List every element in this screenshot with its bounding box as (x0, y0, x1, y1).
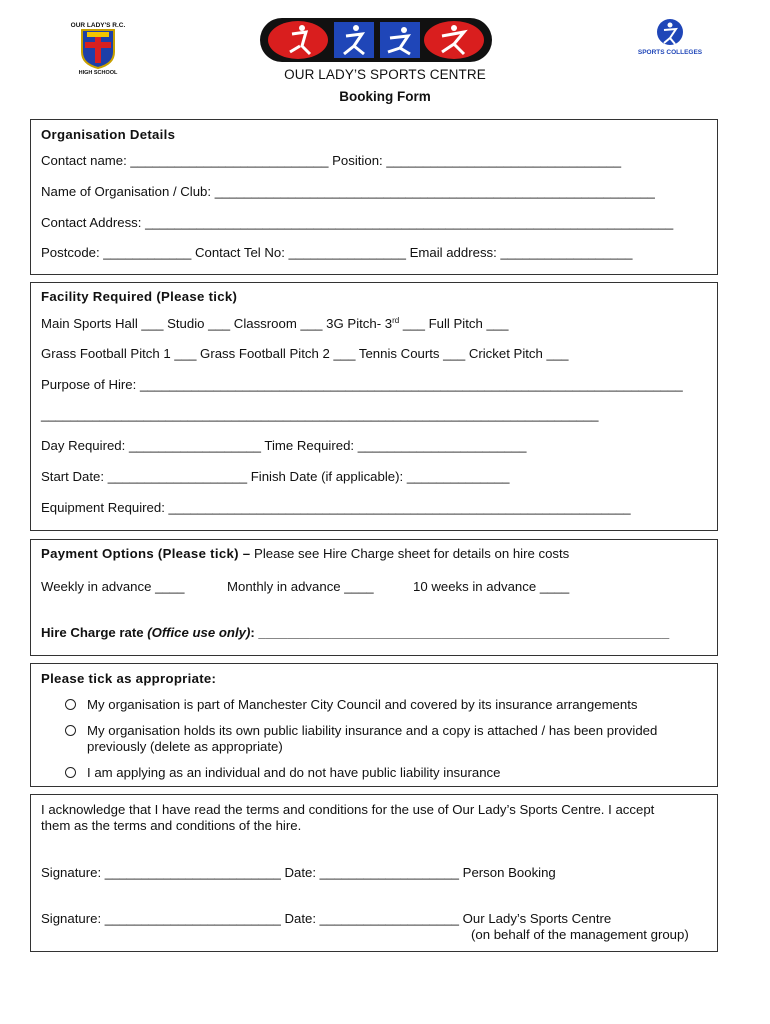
centre-signature-field[interactable]: Signature: ________________________ Date: ___________________ Our Lady’s Sports Centre (41, 911, 612, 926)
weekly-option[interactable]: Weekly in advance ____ (41, 579, 185, 594)
insurance-option-1-radio[interactable] (65, 699, 76, 710)
facility-heading: Facility Required (Please tick) (41, 289, 238, 304)
form-title: Booking Form (339, 89, 431, 104)
facility-row-1[interactable] (41, 316, 508, 331)
facility-section (30, 282, 718, 531)
payment-note: Please see Hire Charge sheet for details on hire costs (250, 546, 570, 561)
payment-section (30, 539, 718, 656)
payment-heading: Payment Options (Please tick) – (41, 546, 251, 561)
hire-charge-line: : ________________________________________________________ (250, 625, 670, 640)
payment-heading-line (41, 546, 569, 561)
insurance-option-2-radio[interactable] (65, 725, 76, 736)
insurance-option-3-radio[interactable] (65, 767, 76, 778)
insurance-option-1-label: My organisation is part of Manchester City Council and covered by its insurance arrangements (87, 697, 638, 712)
person-booking-signature-field[interactable]: Signature: ________________________ Date: ___________________ Person Booking (41, 865, 556, 880)
insurance-option-3-label: I am applying as an individual and do not have public liability insurance (87, 765, 501, 780)
insurance-option-2-label-cont: previously (delete as appropriate) (87, 739, 283, 754)
acknowledgement-section (30, 794, 718, 952)
purpose-continuation-field[interactable]: ____________________________________________________________________________ (41, 407, 599, 422)
centre-title: OUR LADY’S SPORTS CENTRE (284, 67, 486, 82)
sports-centre-banner-logo (258, 16, 494, 64)
equipment-field[interactable]: Equipment Required: _______________________________________________________________ (41, 500, 631, 515)
facility-row-1-sup: rd (392, 316, 400, 325)
acknowledge-text-1: I acknowledge that I have read the terms and conditions for the use of Our Lady’s Sports Centre. I accept (41, 802, 655, 817)
facility-row-1-tail: ___ Full Pitch ___ (399, 316, 509, 331)
sports-colleges-text: SPORTS COLLEGES (637, 49, 703, 56)
insurance-option-2-label: My organisation holds its own public liability insurance and a copy is attached / has been provided (87, 723, 658, 738)
hire-charge-rate-field[interactable] (41, 625, 669, 640)
sports-colleges-logo (637, 16, 703, 68)
organisation-details-section (30, 119, 718, 275)
postcode-tel-email-field[interactable]: Postcode: ____________ Contact Tel No: ________________ Email address: __________________ (41, 245, 633, 260)
hire-charge-label: Hire Charge rate (41, 625, 148, 640)
school-logo-bottom-text: HIGH SCHOOL (78, 70, 118, 76)
contact-address-field[interactable]: Contact Address: ________________________________________________________________________ (41, 215, 674, 230)
management-group-note: (on behalf of the management group) (471, 927, 689, 942)
acknowledge-text-2: them as the terms and conditions of the hire. (41, 818, 302, 833)
office-use-label: (Office use only) (147, 625, 251, 640)
facility-row-1-text: Main Sports Hall ___ Studio ___ Classroom ___ 3G Pitch- 3 (41, 316, 393, 331)
facility-row-2[interactable]: Grass Football Pitch 1 ___ Grass Football Pitch 2 ___ Tennis Courts ___ Cricket Pitch ___ (41, 346, 569, 361)
school-logo-top-text: OUR LADY'S R.C. (70, 22, 126, 29)
monthly-option[interactable]: Monthly in advance ____ (227, 579, 374, 594)
organisation-name-field[interactable]: Name of Organisation / Club: ____________________________________________________________ (41, 184, 655, 199)
start-finish-date-field[interactable]: Start Date: ___________________ Finish Date (if applicable): ______________ (41, 469, 510, 484)
organisation-heading: Organisation Details (41, 127, 176, 142)
purpose-field[interactable]: Purpose of Hire: __________________________________________________________________________ (41, 377, 683, 392)
ten-weeks-option[interactable]: 10 weeks in advance ____ (413, 579, 570, 594)
insurance-section (30, 663, 718, 787)
day-time-field[interactable]: Day Required: __________________ Time Required: _______________________ (41, 438, 527, 453)
insurance-heading: Please tick as appropriate: (41, 671, 217, 686)
school-crest-logo (68, 18, 128, 76)
contact-name-field[interactable]: Contact name: ___________________________ Position: ________________________________ (41, 153, 622, 168)
